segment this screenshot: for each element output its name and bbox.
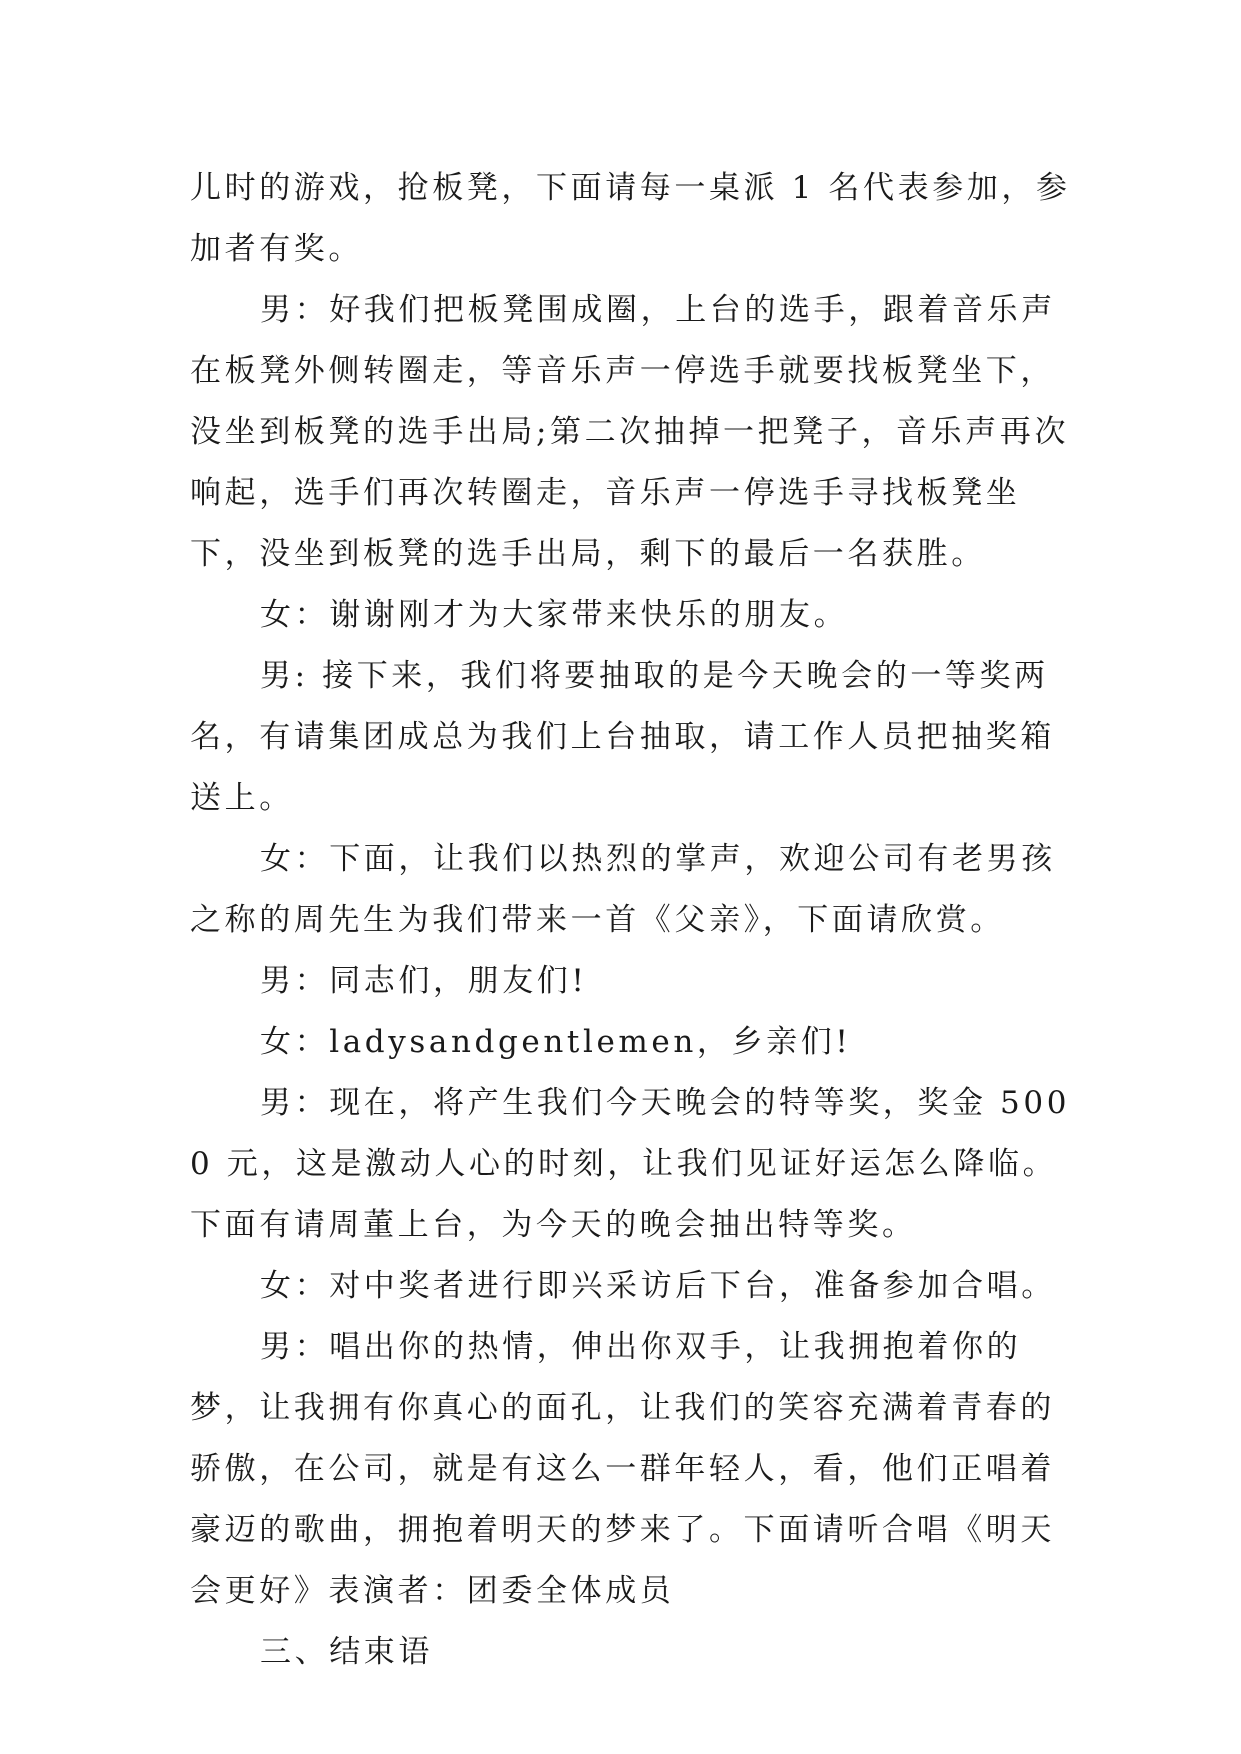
section-heading: 三、结束语 xyxy=(260,1634,433,1670)
document-body xyxy=(190,158,1080,1683)
paragraph-6: 男：同志们，朋友们! xyxy=(260,963,588,999)
paragraph-1: 儿时的游戏，抢板凳，下面请每一桌派 1 名代表参加，参加者有奖。 xyxy=(190,170,1071,267)
paragraph-7: 女：ladysandgentlemen，乡亲们! xyxy=(260,1024,852,1060)
paragraph-3: 女：谢谢刚才为大家带来快乐的朋友。 xyxy=(260,597,849,633)
paragraph-8: 男：现在，将产生我们今天晚会的特等奖，奖金 5000 元，这是激动人心的时刻，让我们见证好运怎么降临。下面有请周董上台，为今天的晚会抽出特等奖。 xyxy=(190,1085,1071,1243)
paragraph-2: 男：好我们把板凳围成圈，上台的选手，跟着音乐声在板凳外侧转圈走，等音乐声一停选手就要找板凳坐下，没坐到板凳的选手出局;第二次抽掉一把凳子，音乐声再次响起，选手们再次转圈走，音乐声一停选手寻找板凳坐下，没坐到板凳的选手出局，剩下的最后一名获胜。 xyxy=(190,292,1070,572)
paragraph-9: 女：对中奖者进行即兴采访后下台，准备参加合唱。 xyxy=(260,1268,1056,1304)
paragraph-4: 男: 接下来，我们将要抽取的是今天晚会的一等奖两名，有请集团成总为我们上台抽取，请工作人员把抽奖箱送上。 xyxy=(190,658,1055,816)
paragraph-10: 男：唱出你的热情，伸出你双手，让我拥抱着你的梦，让我拥有你真心的面孔，让我们的笑容充满着青春的骄傲，在公司，就是有这么一群年轻人，看，他们正唱着豪迈的歌曲，拥抱着明天的梦来了。下面请听合唱《明天会更好》表演者：团委全体成员 xyxy=(190,1329,1055,1609)
paragraph-5: 女：下面，让我们以热烈的掌声，欢迎公司有老男孩之称的周先生为我们带来一首《父亲》，下面请欣赏。 xyxy=(190,841,1056,938)
